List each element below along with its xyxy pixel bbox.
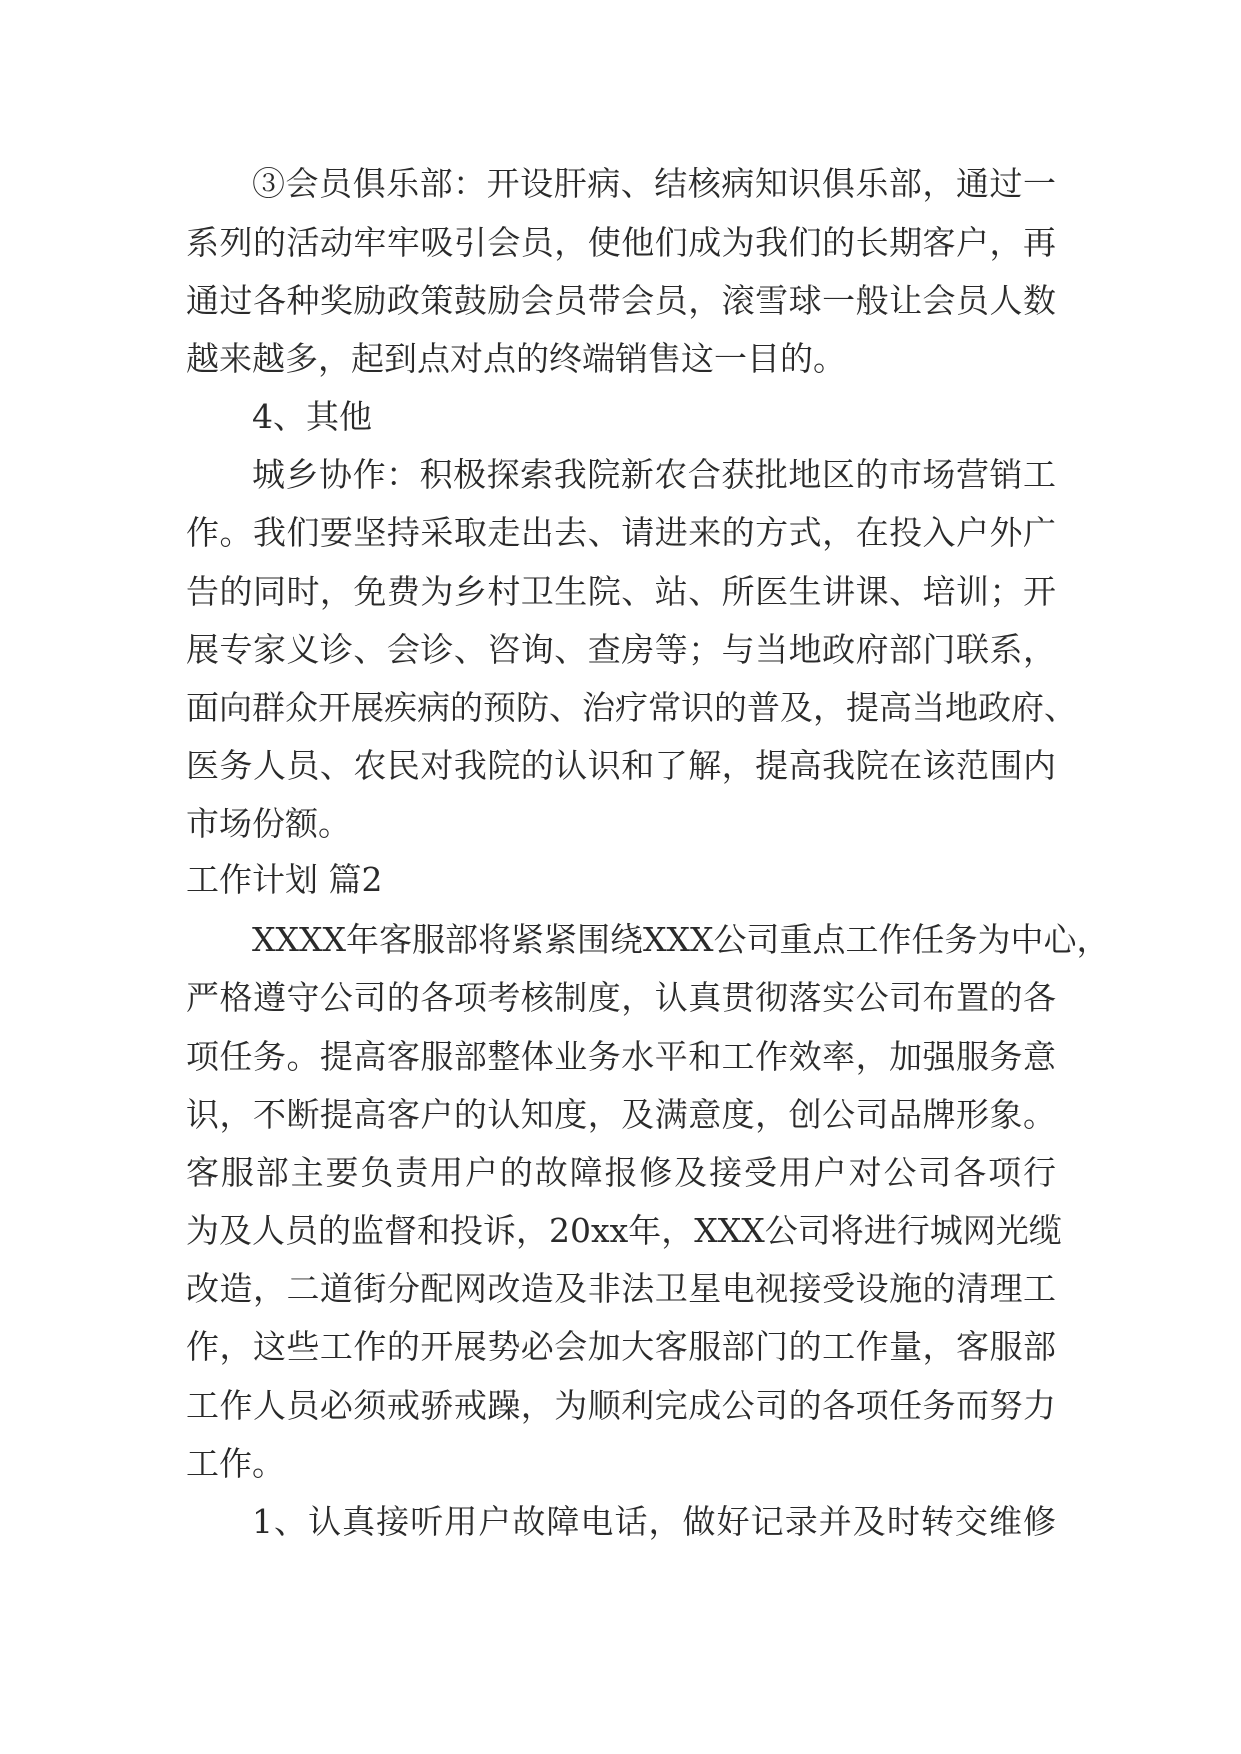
paragraph-line: 作，这些工作的开展势必会加大客服部门的工作量，客服部 <box>186 1327 1056 1366</box>
paragraph-line: 通过各种奖励政策鼓励会员带会员，滚雪球一般让会员人数 <box>186 281 1056 320</box>
section-heading: 4、其他 <box>252 397 372 436</box>
paragraph-line: 系列的活动牢牢吸引会员，使他们成为我们的长期客户，再 <box>186 223 1056 262</box>
paragraph-line: 工作人员必须戒骄戒躁，为顺利完成公司的各项任务而努力 <box>186 1386 1056 1425</box>
paragraph-line: XXXX年客服部将紧紧围绕XXX公司重点工作任务为中心， <box>252 920 1110 959</box>
paragraph-line: 作。我们要坚持采取走出去、请进来的方式，在投入户外广 <box>186 513 1056 552</box>
paragraph-line: 城乡协作：积极探索我院新农合获批地区的市场营销工 <box>252 455 1056 494</box>
paragraph-line: 告的同时，免费为乡村卫生院、站、所医生讲课、培训；开 <box>186 572 1056 611</box>
paragraph-line: 1、认真接听用户故障电话，做好记录并及时转交维修 <box>252 1502 1056 1541</box>
paragraph-line: 客服部主要负责用户的故障报修及接受用户对公司各项行 <box>186 1153 1056 1192</box>
paragraph-line: 改造，二道街分配网改造及非法卫星电视接受设施的清理工 <box>186 1269 1056 1308</box>
paragraph-line: 为及人员的监督和投诉，20xx年，XXX公司将进行城网光缆 <box>186 1211 1062 1250</box>
paragraph-line: 工作。 <box>186 1444 285 1483</box>
paragraph-line: 医务人员、农民对我院的认识和了解，提高我院在该范围内 <box>186 746 1056 785</box>
paragraph-line: 市场份额。 <box>186 804 351 843</box>
paragraph-line: 识，不断提高客户的认知度，及满意度，创公司品牌形象。 <box>186 1095 1056 1134</box>
paragraph-line: 项任务。提高客服部整体业务水平和工作效率，加强服务意 <box>186 1037 1056 1076</box>
paragraph-line: 展专家义诊、会诊、咨询、查房等；与当地政府部门联系， <box>186 630 1056 669</box>
paragraph-line: 严格遵守公司的各项考核制度，认真贯彻落实公司布置的各 <box>186 978 1056 1017</box>
section-title: 工作计划 篇2 <box>186 860 383 899</box>
paragraph-line: ③会员俱乐部：开设肝病、结核病知识俱乐部，通过一 <box>252 164 1056 203</box>
paragraph-line: 面向群众开展疾病的预防、治疗常识的普及，提高当地政府、 <box>186 688 1077 727</box>
paragraph-line: 越来越多，起到点对点的终端销售这一目的。 <box>186 339 846 378</box>
